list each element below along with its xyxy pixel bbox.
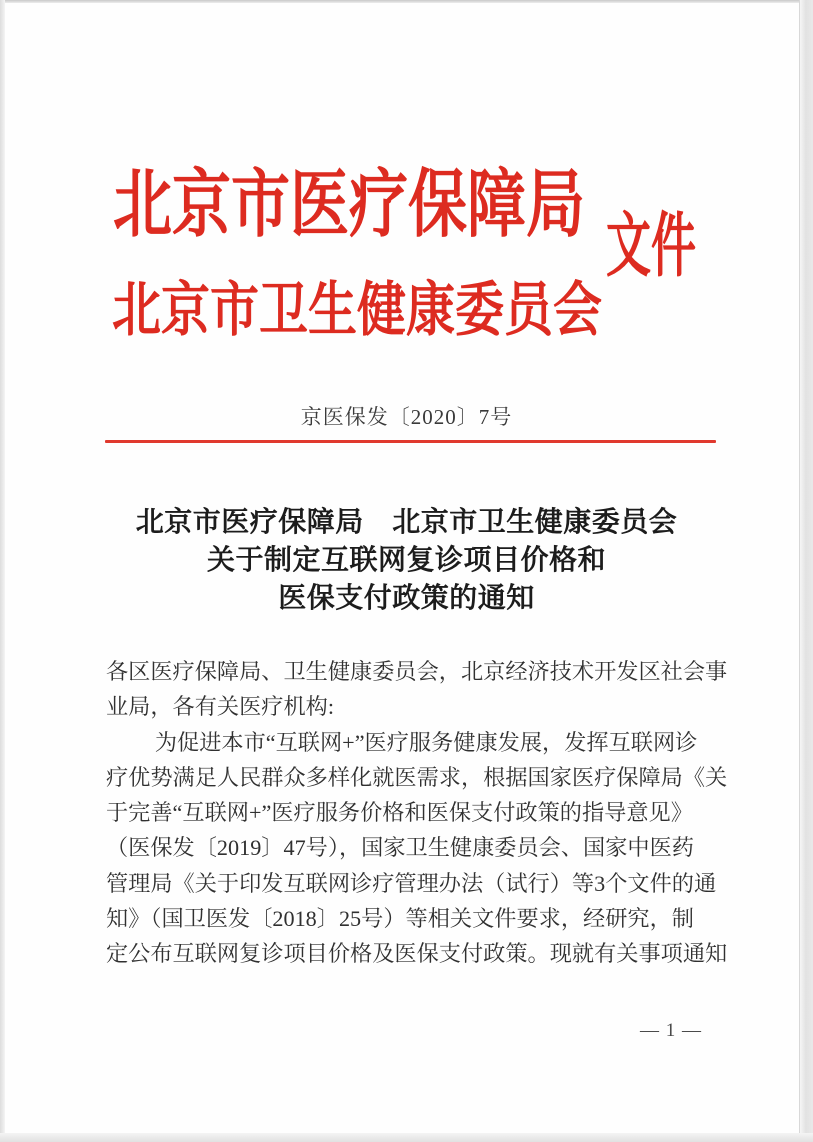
page-number: — 1 — xyxy=(640,1020,702,1041)
body-line: 定公布互联网复诊项目价格及医保支付政策。现就有关事项通知 xyxy=(106,941,728,967)
letterhead-org-line1: 北京市医疗保障局 xyxy=(113,163,586,246)
scan-edge-top xyxy=(0,0,813,3)
body-line: 为促进本市“互联网+”医疗服务健康发展，发挥互联网诊 xyxy=(154,729,698,755)
scan-edge-bottom xyxy=(0,1133,813,1142)
title-line-1: 北京市医疗保障局 北京市卫生健康委员会 xyxy=(135,507,678,538)
body-line: 管理局《关于印发互联网诊疗管理办法（试行）等3个文件的通 xyxy=(106,870,717,896)
letterhead-document-label: 文件 xyxy=(606,207,697,285)
document-reference-number: 京医保发〔2020〕7号 xyxy=(300,405,513,429)
body-line: 各区医疗保障局、卫生健康委员会，北京经济技术开发区社会事 xyxy=(106,659,728,684)
letterhead-org-line2: 北京市卫生健康委员会 xyxy=(112,277,603,344)
body-line: 于完善“互联网+”医疗服务价格和医保支付政策的指导意见》 xyxy=(106,800,693,826)
red-divider-line xyxy=(105,440,716,443)
document-title xyxy=(0,504,813,618)
body-line: 疗优势满足人民群众多样化就医需求，根据国家医疗保障局《关 xyxy=(106,764,728,790)
body-line: （医保发〔2019〕47号），国家卫生健康委员会、国家中医药 xyxy=(106,835,694,861)
body-line: 知》（国卫医发〔2018〕25号）等相关文件要求，经研究，制 xyxy=(106,906,694,932)
body-line: 业局，各有关医疗机构: xyxy=(106,694,335,720)
title-line-2: 关于制定互联网复诊项目价格和 xyxy=(206,545,606,576)
document-body xyxy=(106,654,731,972)
title-line-3: 医保支付政策的通知 xyxy=(278,583,535,614)
